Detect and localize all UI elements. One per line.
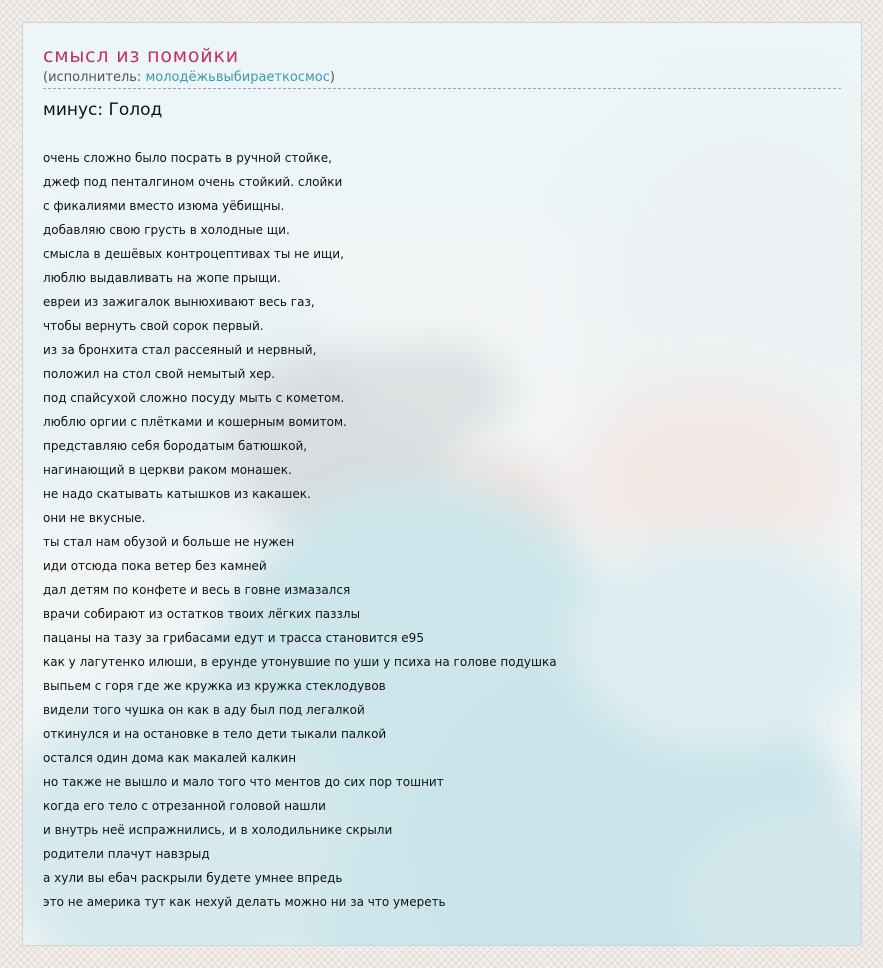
lyric-line: нагинающий в церкви раком монашек.	[43, 462, 292, 477]
lyric-line: а хули вы ебач раскрыли будете умнее впредь	[43, 870, 343, 885]
lyric-line: иди отсюда пока ветер без камней	[43, 558, 267, 573]
lyric-line: чтобы вернуть свой сорок первый.	[43, 318, 264, 333]
lyric-line: под спайсухой сложно посуду мыть с кометом.	[43, 390, 345, 405]
artist-line	[43, 69, 841, 89]
lyric-line: врачи собирают из остатков твоих лёгких паззлы	[43, 606, 361, 621]
lyric-line: но также не вышло и мало того что ментов до сих пор тошнит	[43, 774, 444, 789]
lyric-line: остался один дома как макалей калкин	[43, 750, 297, 765]
lyric-line: представляю себя бородатым батюшкой,	[43, 438, 308, 453]
song-content	[43, 41, 861, 914]
lyric-line: люблю выдавливать на жопе прыщи.	[43, 270, 281, 285]
lyrics-body	[43, 146, 861, 914]
minus-label: минус: Голод	[43, 99, 163, 120]
lyric-line: откинулся и на остановке в тело дети тыкали палкой	[43, 726, 387, 741]
artist-link[interactable]: молодёжьвыбираеткосмос	[145, 69, 330, 85]
lyric-line: и внутрь неё испражнились, и в холодильнике скрыли	[43, 822, 393, 837]
artist-prefix: (исполнитель:	[43, 69, 146, 85]
lyric-line: из за бронхита стал рассеяный и нервный,	[43, 342, 317, 357]
song-title: смысл из помойки	[43, 45, 239, 67]
lyric-line: евреи из зажигалок вынюхивают весь газ,	[43, 294, 315, 309]
lyric-line: ты стал нам обузой и больше не нужен	[43, 534, 295, 549]
lyric-line: когда его тело с отрезанной головой нашли	[43, 798, 326, 813]
lyrics-card	[22, 22, 862, 946]
artist-suffix: )	[329, 69, 335, 85]
lyric-line: люблю оргии с плётками и кошерным вомитом.	[43, 414, 347, 429]
lyric-line: положил на стол свой немытый хер.	[43, 366, 276, 381]
lyric-line: пацаны на тазу за грибасами едут и трасса становится е95	[43, 630, 424, 645]
lyric-line: они не вкусные.	[43, 510, 146, 525]
lyric-line: как у лагутенко илюши, в ерунде утонувшие по уши у психа на голове подушка	[43, 654, 557, 669]
lyric-line: не надо скатывать катышков из какашек.	[43, 486, 311, 501]
lyric-line: смысла в дешёвых контроцептивах ты не ищи,	[43, 246, 344, 261]
lyric-line: родители плачут навзрыд	[43, 846, 210, 861]
lyric-line: это не америка тут как нехуй делать можно ни за что умереть	[43, 894, 446, 909]
lyric-line: выпьем с горя где же кружка из кружка стеклодувов	[43, 678, 386, 693]
lyric-line: джеф под пенталгином очень стойкий. слойки	[43, 174, 343, 189]
lyric-line: дал детям по конфете и весь в говне измазался	[43, 582, 351, 597]
lyric-line: добавляю свою грусть в холодные щи.	[43, 222, 290, 237]
lyric-line: с фикалиями вместо изюма уёбищны.	[43, 198, 285, 213]
lyric-line: видели того чушка он как в аду был под легалкой	[43, 702, 365, 717]
lyric-line: очень сложно было посрать в ручной стойке,	[43, 150, 332, 165]
